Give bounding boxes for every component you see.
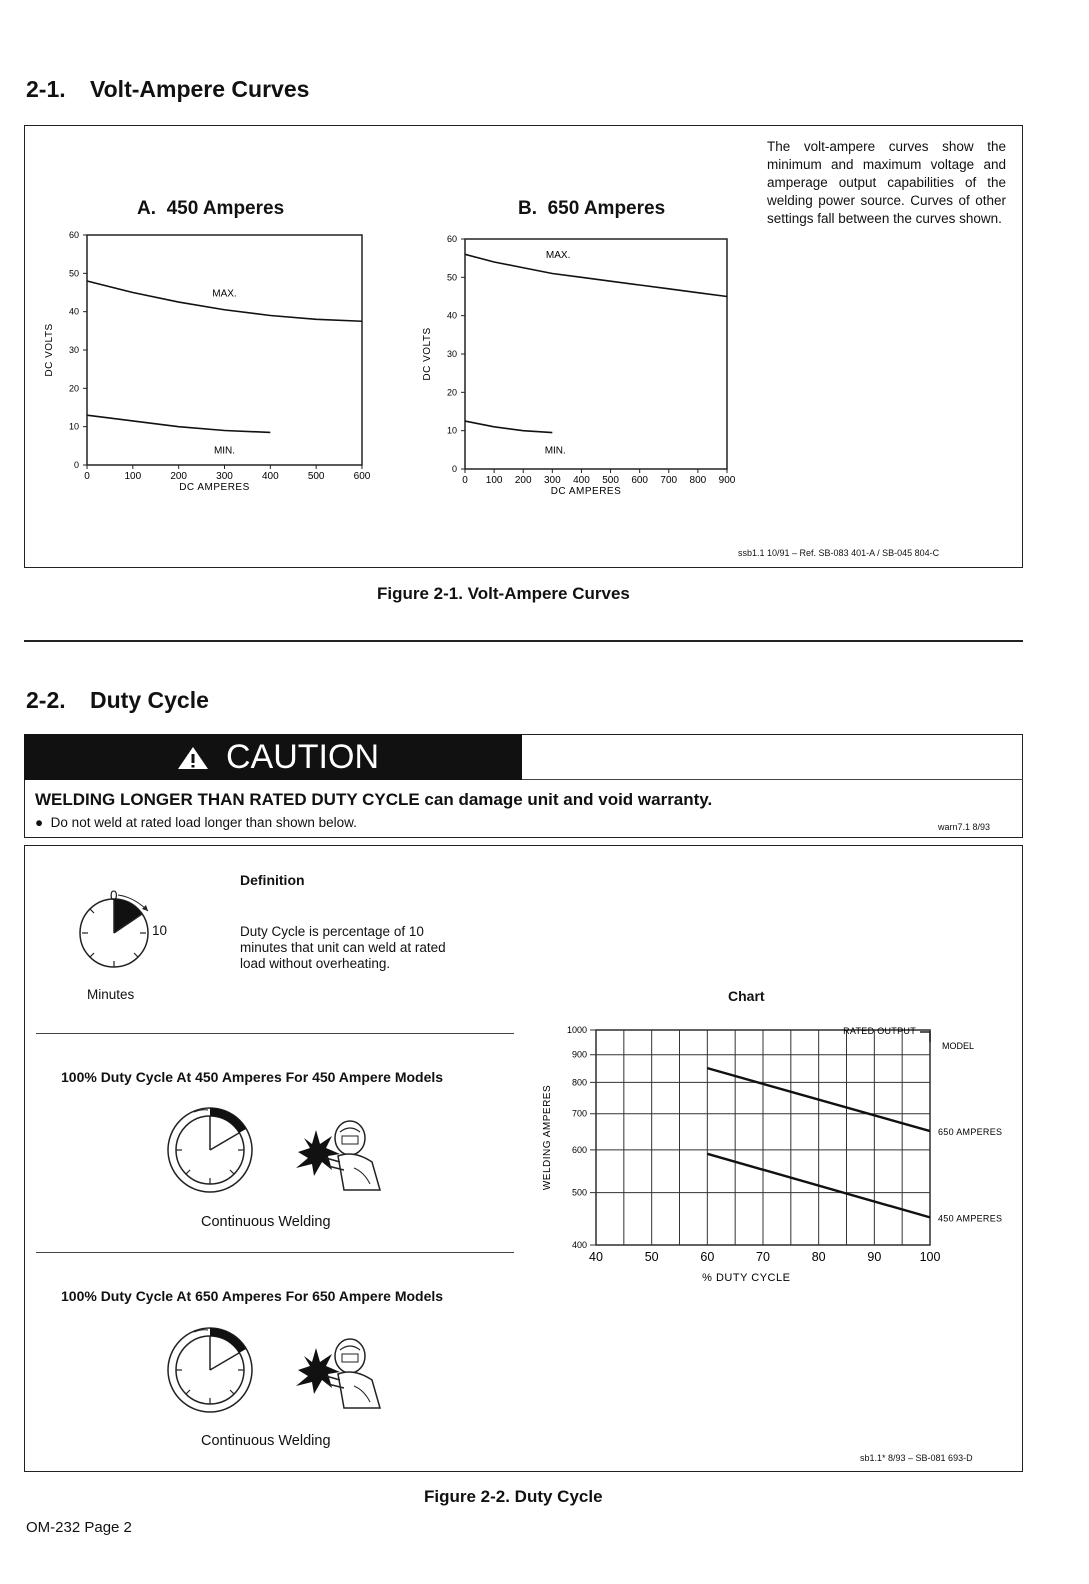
y-tick-label: 0 — [73, 460, 79, 470]
x-tick-label: 80 — [811, 1250, 826, 1264]
section-title: Duty Cycle — [90, 687, 209, 713]
section-title: Volt-Ampere Curves — [90, 76, 310, 102]
y-tick-label: 0 — [451, 464, 457, 474]
figure-2-2-caption: Figure 2-2. Duty Cycle — [424, 1487, 603, 1506]
series-line — [465, 254, 727, 296]
legend-title: MODEL — [942, 1041, 975, 1051]
caution-ref: warn7.1 8/93 — [938, 822, 991, 832]
caution-bullet — [35, 815, 357, 830]
caution-bullet-text: Do not weld at rated load longer than shown below. — [50, 815, 357, 830]
y-tick-label: 60 — [68, 230, 79, 240]
series-label: 450 AMPERES — [938, 1213, 1003, 1224]
x-tick-label: 0 — [462, 475, 468, 486]
y-axis-label: WELDING AMPERES — [542, 1084, 553, 1191]
divider-definition — [36, 1033, 514, 1034]
x-tick-label: 100 — [485, 475, 503, 486]
section-divider — [24, 640, 1023, 642]
chart-a-title-text: 450 Amperes — [166, 198, 285, 219]
y-tick-label: 800 — [571, 1077, 587, 1088]
bullet-icon: ● — [35, 815, 44, 830]
y-tick-label: 50 — [68, 268, 79, 279]
x-tick-label: 300 — [216, 471, 233, 482]
y-tick-label: 400 — [571, 1240, 587, 1250]
x-axis-label: DC AMPERES — [550, 486, 622, 497]
chart-a-letter: A. — [137, 198, 156, 219]
legend-title: RATED OUTPUT — [843, 1026, 916, 1036]
series-label: 650 AMPERES — [938, 1127, 1003, 1138]
section-heading-volt-ampere — [26, 76, 309, 103]
x-tick-label: 500 — [307, 471, 325, 482]
y-axis-label: DC VOLTS — [422, 327, 433, 381]
plot-frame — [465, 239, 727, 469]
warning-triangle-icon — [176, 745, 210, 771]
y-tick-label: 600 — [571, 1144, 587, 1155]
dial-caption: Minutes — [87, 987, 135, 1002]
x-tick-label: 700 — [660, 475, 678, 486]
x-tick-label: 90 — [867, 1250, 882, 1264]
page-footer: OM-232 Page 2 — [26, 1519, 132, 1536]
chart-a-title — [137, 198, 284, 220]
x-tick-label: 400 — [573, 475, 590, 486]
chart-heading: Chart — [728, 988, 765, 1004]
caution-rule — [522, 779, 1023, 780]
y-tick-label: 40 — [68, 306, 79, 317]
series-line — [87, 281, 362, 321]
welder-icon — [284, 1110, 388, 1192]
caution-headline: WELDING LONGER THAN RATED DUTY CYCLE can damage unit and void warranty. — [35, 790, 713, 809]
x-tick-label: 70 — [756, 1250, 770, 1264]
volt-ampere-chart-b — [408, 225, 758, 510]
full-duty-clock-icon — [160, 1100, 260, 1200]
chart-b-title — [518, 198, 665, 220]
series-line — [465, 421, 552, 433]
ten-minute-dial-icon — [72, 887, 177, 992]
chart-b-title-text: 650 Amperes — [547, 198, 666, 219]
duty-cycle-ref: sb1.1* 8/93 – SB-081 693-D — [860, 1453, 973, 1463]
definition-title: Definition — [240, 872, 305, 888]
y-axis-label: DC VOLTS — [44, 323, 55, 377]
y-tick-label: 10 — [446, 425, 457, 436]
full-duty-clock-icon — [160, 1320, 260, 1420]
y-tick-label: 60 — [446, 234, 457, 244]
dial-end-label: 10 — [152, 923, 168, 938]
section-number: 2-1. — [26, 76, 66, 102]
y-tick-label: 1000 — [566, 1025, 587, 1035]
divider-450 — [36, 1252, 514, 1253]
caution-banner — [24, 734, 522, 780]
definition-text: Duty Cycle is percentage of 10 minutes that unit can weld at rated load without overheating. — [240, 924, 446, 971]
y-tick-label: 40 — [446, 310, 457, 321]
duty-cycle-chart — [530, 1020, 1020, 1290]
x-tick-label: 600 — [353, 471, 371, 482]
y-tick-label: 10 — [68, 421, 79, 432]
welder-icon — [284, 1328, 388, 1410]
x-tick-label: 500 — [602, 475, 619, 486]
section-number: 2-2. — [26, 687, 66, 713]
series-label: MAX. — [545, 250, 571, 262]
duty-450-caption: Continuous Welding — [201, 1214, 331, 1230]
dial-start-label: 0 — [110, 888, 118, 903]
y-tick-label: 20 — [446, 387, 457, 398]
y-tick-label: 20 — [68, 383, 79, 394]
series-label: MIN. — [213, 445, 236, 457]
chart-b-letter: B. — [518, 198, 537, 219]
figure-2-1-caption: Figure 2-1. Volt-Ampere Curves — [377, 584, 630, 603]
x-tick-label: 800 — [689, 475, 707, 486]
legend-bracket — [920, 1032, 930, 1042]
caution-label: CAUTION — [226, 738, 379, 776]
x-axis-label: DC AMPERES — [179, 482, 250, 493]
x-tick-label: 40 — [589, 1250, 603, 1264]
series-label: MAX. — [212, 288, 237, 300]
series-line — [87, 415, 270, 432]
series-label: MIN. — [544, 445, 566, 457]
duty-650-caption: Continuous Welding — [201, 1433, 331, 1449]
x-tick-label: 60 — [700, 1250, 715, 1264]
x-tick-label: 200 — [514, 475, 532, 486]
y-tick-label: 700 — [571, 1108, 587, 1119]
x-axis-label: % DUTY CYCLE — [702, 1272, 791, 1284]
x-tick-label: 200 — [170, 471, 188, 482]
duty-450-title: 100% Duty Cycle At 450 Amperes For 450 Ampere Models — [61, 1069, 444, 1085]
volt-ampere-note: The volt-ampere curves show the minimum and maximum voltage and amperage output capabilities of the welding power source. Curves of other settings fall between the curves shown. — [767, 139, 1006, 226]
y-tick-label: 500 — [571, 1187, 587, 1198]
x-tick-label: 100 — [124, 471, 142, 482]
y-tick-label: 50 — [446, 272, 457, 283]
x-tick-label: 900 — [718, 475, 736, 486]
y-tick-label: 30 — [446, 349, 457, 359]
x-tick-label: 300 — [543, 475, 561, 486]
x-tick-label: 400 — [261, 471, 279, 482]
volt-ampere-ref: ssb1.1 10/91 – Ref. SB-083 401-A / SB-045 804-C — [738, 548, 940, 558]
x-tick-label: 0 — [84, 471, 90, 482]
y-tick-label: 900 — [571, 1049, 587, 1060]
x-tick-label: 100 — [919, 1250, 941, 1264]
x-tick-label: 50 — [644, 1250, 659, 1264]
section-heading-duty-cycle — [26, 687, 209, 714]
duty-650-title: 100% Duty Cycle At 650 Amperes For 650 Ampere Models — [61, 1288, 444, 1304]
volt-ampere-chart-a — [30, 220, 380, 510]
y-tick-label: 30 — [68, 345, 79, 355]
x-tick-label: 600 — [631, 475, 649, 486]
